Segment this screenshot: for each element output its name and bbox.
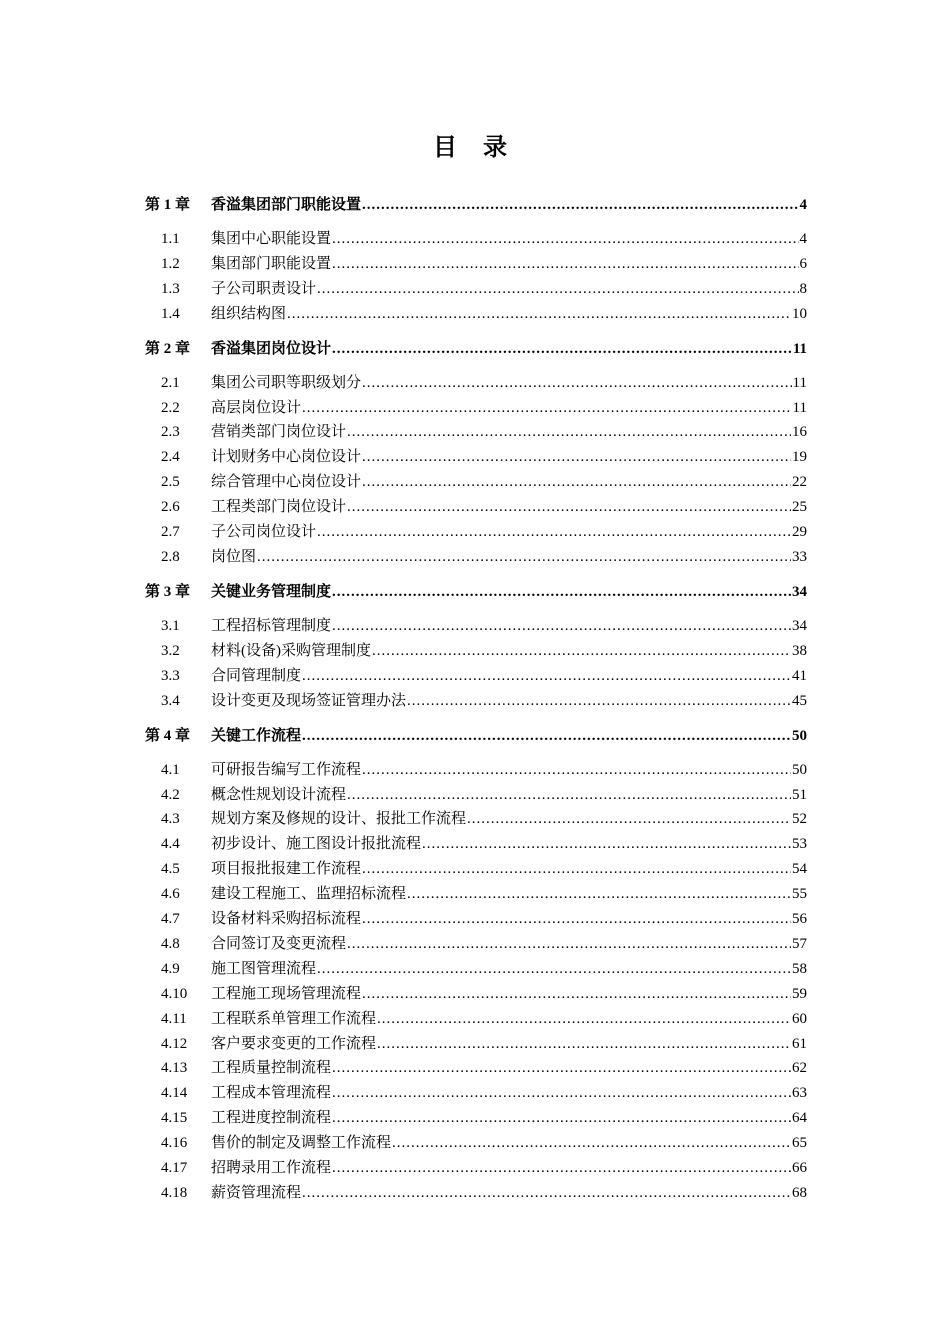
toc-page-number: 10: [792, 306, 807, 322]
toc-section-entry[interactable]: [145, 666, 807, 686]
toc-dot-leader: [257, 547, 791, 567]
toc-section-entry[interactable]: [145, 909, 807, 929]
toc-entry-number: 4.15: [161, 1110, 188, 1126]
toc-entry-number: 第 3 章: [145, 584, 191, 600]
toc-dot-leader: [362, 909, 791, 929]
toc-dot-leader: [392, 1133, 791, 1153]
toc-dot-leader: [347, 785, 791, 805]
toc-section-entry[interactable]: [145, 522, 807, 542]
toc-section-entry[interactable]: [145, 616, 807, 636]
toc-entry-title: 关键工作流程: [211, 728, 302, 744]
toc-page-number: 38: [792, 643, 807, 659]
toc-entry-title: 子公司岗位设计: [211, 524, 317, 540]
toc-entry-title: 子公司职责设计: [211, 281, 317, 297]
toc-entry-title: 设计变更及现场签证管理办法: [211, 693, 407, 709]
toc-dot-leader: [347, 934, 791, 954]
toc-entry-number: 3.1: [161, 618, 180, 634]
toc-entry-number: 4.16: [161, 1135, 188, 1151]
toc-entry-title: 工程质量控制流程: [211, 1060, 332, 1076]
toc-entry-number: 2.3: [161, 424, 180, 440]
toc-section-entry[interactable]: [145, 1108, 807, 1128]
toc-dot-leader: [332, 229, 798, 249]
toc-dot-leader: [332, 254, 798, 274]
toc-page-number: 58: [792, 961, 807, 977]
toc-entry-number: 4.1: [161, 762, 180, 778]
toc-section-entry[interactable]: [145, 1083, 807, 1103]
toc-section-entry[interactable]: [145, 1158, 807, 1178]
toc-page-number: 6: [799, 256, 807, 272]
toc-entry-number: 1.2: [161, 256, 180, 272]
toc-entry-number: 第 1 章: [145, 197, 191, 213]
toc-section-entry[interactable]: [145, 959, 807, 979]
toc-section-entry[interactable]: [145, 398, 807, 418]
toc-entry-title: 香溢集团岗位设计: [211, 341, 332, 357]
toc-page-number: 66: [792, 1160, 807, 1176]
toc-entry-number: 4.11: [161, 1011, 187, 1027]
toc-entry-title: 关键业务管理制度: [211, 584, 332, 600]
toc-page-number: 25: [792, 499, 807, 515]
toc-dot-leader: [317, 279, 798, 299]
toc-entry-title: 工程成本管理流程: [211, 1085, 332, 1101]
toc-section-entry[interactable]: [145, 691, 807, 711]
toc-page-number: 11: [792, 341, 807, 357]
toc-section-entry[interactable]: [145, 785, 807, 805]
toc-entry-title: 招聘录用工作流程: [211, 1160, 332, 1176]
toc-entry-title: 概念性规划设计流程: [211, 787, 347, 803]
toc-section-entry[interactable]: [145, 859, 807, 879]
toc-section-entry[interactable]: [145, 641, 807, 661]
toc-page-number: 41: [792, 668, 807, 684]
toc-entry-title: 计划财务中心岗位设计: [211, 449, 362, 465]
toc-chapter-entry[interactable]: [145, 195, 807, 215]
toc-entry-title: 综合管理中心岗位设计: [211, 474, 362, 490]
toc-dot-leader: [422, 834, 791, 854]
toc-page-number: 65: [792, 1135, 807, 1151]
toc-page-number: 16: [792, 424, 807, 440]
toc-entry-title: 集团公司职等职级划分: [211, 375, 362, 391]
toc-dot-leader: [332, 1083, 791, 1103]
toc-dot-leader: [302, 1183, 791, 1203]
toc-section-entry[interactable]: [145, 884, 807, 904]
toc-page-number: 62: [792, 1060, 807, 1076]
toc-page-number: 64: [792, 1110, 807, 1126]
toc-entry-title: 客户要求变更的工作流程: [211, 1036, 377, 1052]
toc-dot-leader: [332, 616, 791, 636]
toc-dot-leader: [362, 760, 791, 780]
toc-entry-number: 4.12: [161, 1036, 188, 1052]
toc-section-entry[interactable]: [145, 984, 807, 1004]
toc-section-entry[interactable]: [145, 422, 807, 442]
toc-entry-title: 建设工程施工、监理招标流程: [211, 886, 407, 902]
toc-dot-leader: [347, 497, 791, 517]
toc-entry-number: 3.4: [161, 693, 180, 709]
toc-entry-number: 2.4: [161, 449, 180, 465]
toc-section-entry[interactable]: [145, 447, 807, 467]
toc-entry-title: 工程进度控制流程: [211, 1110, 332, 1126]
toc-entry-number: 1.1: [161, 231, 180, 247]
toc-entry-number: 2.6: [161, 499, 180, 515]
toc-page-number: 8: [799, 281, 807, 297]
toc-page-number: 34: [792, 618, 807, 634]
toc-section-entry[interactable]: [145, 934, 807, 954]
toc-entry-title: 初步设计、施工图设计报批流程: [211, 836, 422, 852]
toc-dot-leader: [317, 522, 791, 542]
toc-dot-leader: [302, 398, 792, 418]
toc-section-entry[interactable]: [145, 229, 807, 249]
toc-entry-number: 4.18: [161, 1185, 188, 1201]
toc-entry-number: 4.17: [161, 1160, 188, 1176]
toc-entry-number: 4.13: [161, 1060, 188, 1076]
toc-section-entry[interactable]: [145, 1133, 807, 1153]
toc-page-number: 55: [792, 886, 807, 902]
toc-entry-title: 工程联系单管理工作流程: [211, 1011, 377, 1027]
toc-page-number: 19: [792, 449, 807, 465]
toc-entry-number: 2.8: [161, 549, 180, 565]
toc-page-number: 59: [792, 986, 807, 1002]
toc-entry-title: 工程招标管理制度: [211, 618, 332, 634]
toc-entry-number: 4.8: [161, 936, 180, 952]
toc-page-number: 52: [792, 811, 807, 827]
toc-section-entry[interactable]: [145, 1183, 807, 1203]
toc-entry-title: 可研报告编写工作流程: [211, 762, 362, 778]
toc-page-number: 60: [792, 1011, 807, 1027]
toc-section-entry[interactable]: [145, 497, 807, 517]
toc-section-entry[interactable]: [145, 1009, 807, 1029]
toc-dot-leader: [467, 809, 791, 829]
toc-dot-leader: [332, 339, 792, 359]
toc-entry-title: 岗位图: [211, 549, 257, 565]
toc-entry-number: 3.3: [161, 668, 180, 684]
toc-entry-title: 合同签订及变更流程: [211, 936, 347, 952]
toc-dot-leader: [332, 582, 791, 602]
toc-entry-title: 售价的制定及调整工作流程: [211, 1135, 392, 1151]
toc-section-entry[interactable]: [145, 547, 807, 567]
toc-entry-title: 设备材料采购招标流程: [211, 911, 362, 927]
toc-page-number: 11: [792, 375, 807, 391]
toc-dot-leader: [377, 1009, 791, 1029]
toc-entry-number: 第 4 章: [145, 728, 191, 744]
toc-dot-leader: [362, 195, 798, 215]
toc-entry-title: 施工图管理流程: [211, 961, 317, 977]
toc-entry-number: 4.14: [161, 1085, 188, 1101]
toc-dot-leader: [332, 1108, 791, 1128]
toc-section-entry[interactable]: [145, 1034, 807, 1054]
toc-section-entry[interactable]: [145, 760, 807, 780]
toc-entry-number: 2.1: [161, 375, 180, 391]
toc-entry-number: 4.5: [161, 861, 180, 877]
toc-dot-leader: [332, 1058, 791, 1078]
toc-page-number: 4: [799, 231, 807, 247]
toc-page-number: 45: [792, 693, 807, 709]
toc-entry-title: 工程施工现场管理流程: [211, 986, 362, 1002]
toc-entry-number: 3.2: [161, 643, 180, 659]
toc-entry-title: 集团中心职能设置: [211, 231, 332, 247]
toc-dot-leader: [362, 373, 792, 393]
toc-page-number: 68: [792, 1185, 807, 1201]
toc-entry-title: 工程类部门岗位设计: [211, 499, 347, 515]
toc-dot-leader: [362, 859, 791, 879]
toc-entry-number: 2.7: [161, 524, 180, 540]
toc-page-number: 51: [792, 787, 807, 803]
toc-page-number: 57: [792, 936, 807, 952]
toc-entry-number: 1.3: [161, 281, 180, 297]
toc-page-number: 61: [792, 1036, 807, 1052]
toc-page-number: 29: [792, 524, 807, 540]
toc-page-number: 34: [792, 584, 807, 600]
toc-page-number: 63: [792, 1085, 807, 1101]
toc-title: 目 录: [433, 135, 517, 161]
toc-section-entry[interactable]: [145, 1058, 807, 1078]
toc-page-number: 4: [799, 197, 807, 213]
toc-entry-title: 组织结构图: [211, 306, 287, 322]
toc-dot-leader: [407, 884, 791, 904]
toc-chapter-entry[interactable]: [145, 726, 807, 746]
toc-section-entry[interactable]: [145, 304, 807, 324]
toc-entry-number: 4.9: [161, 961, 180, 977]
toc-entry-number: 4.6: [161, 886, 180, 902]
toc-page-number: 11: [792, 400, 807, 416]
toc-entry-title: 材料(设备)采购管理制度: [211, 643, 371, 659]
toc-entry-number: 4.10: [161, 986, 188, 1002]
toc-section-entry[interactable]: [145, 373, 807, 393]
toc-section-entry[interactable]: [145, 279, 807, 299]
toc-entry-number: 第 2 章: [145, 341, 191, 357]
toc-page-number: 22: [792, 474, 807, 490]
toc-entry-number: 4.7: [161, 911, 180, 927]
toc-chapter-entry[interactable]: [145, 582, 807, 602]
toc-entry-title: 香溢集团部门职能设置: [211, 197, 362, 213]
toc-dot-leader: [362, 472, 791, 492]
toc-dot-leader: [332, 1158, 791, 1178]
toc-section-entry[interactable]: [145, 809, 807, 829]
toc-entry-number: 4.4: [161, 836, 180, 852]
toc-entry-number: 4.3: [161, 811, 180, 827]
toc-entry-title: 高层岗位设计: [211, 400, 302, 416]
toc-page-number: 53: [792, 836, 807, 852]
toc-section-entry[interactable]: [145, 254, 807, 274]
toc-section-entry[interactable]: [145, 472, 807, 492]
toc-page-number: 33: [792, 549, 807, 565]
toc-entry-number: 2.5: [161, 474, 180, 490]
toc-dot-leader: [302, 666, 791, 686]
toc-dot-leader: [362, 984, 791, 1004]
toc-page-number: 50: [792, 762, 807, 778]
toc-entry-number: 4.2: [161, 787, 180, 803]
toc-chapter-entry[interactable]: [145, 339, 807, 359]
toc-dot-leader: [317, 959, 791, 979]
toc-entry-title: 规划方案及修规的设计、报批工作流程: [211, 811, 467, 827]
toc-page-number: 54: [792, 861, 807, 877]
toc-dot-leader: [287, 304, 791, 324]
toc-dot-leader: [377, 1034, 791, 1054]
toc-dot-leader: [302, 726, 791, 746]
toc-entry-title: 薪资管理流程: [211, 1185, 302, 1201]
toc-entry-number: 1.4: [161, 306, 180, 322]
toc-section-entry[interactable]: [145, 834, 807, 854]
toc-entry-title: 合同管理制度: [211, 668, 302, 684]
toc-entry-title: 集团部门职能设置: [211, 256, 332, 272]
toc-dot-leader: [362, 447, 791, 467]
toc-dot-leader: [407, 691, 791, 711]
toc-dot-leader: [347, 422, 791, 442]
toc-entry-title: 营销类部门岗位设计: [211, 424, 347, 440]
toc-entry-number: 2.2: [161, 400, 180, 416]
toc-page-number: 56: [792, 911, 807, 927]
toc-dot-leader: [372, 641, 791, 661]
toc-entry-title: 项目报批报建工作流程: [211, 861, 362, 877]
toc-page-number: 50: [792, 728, 807, 744]
